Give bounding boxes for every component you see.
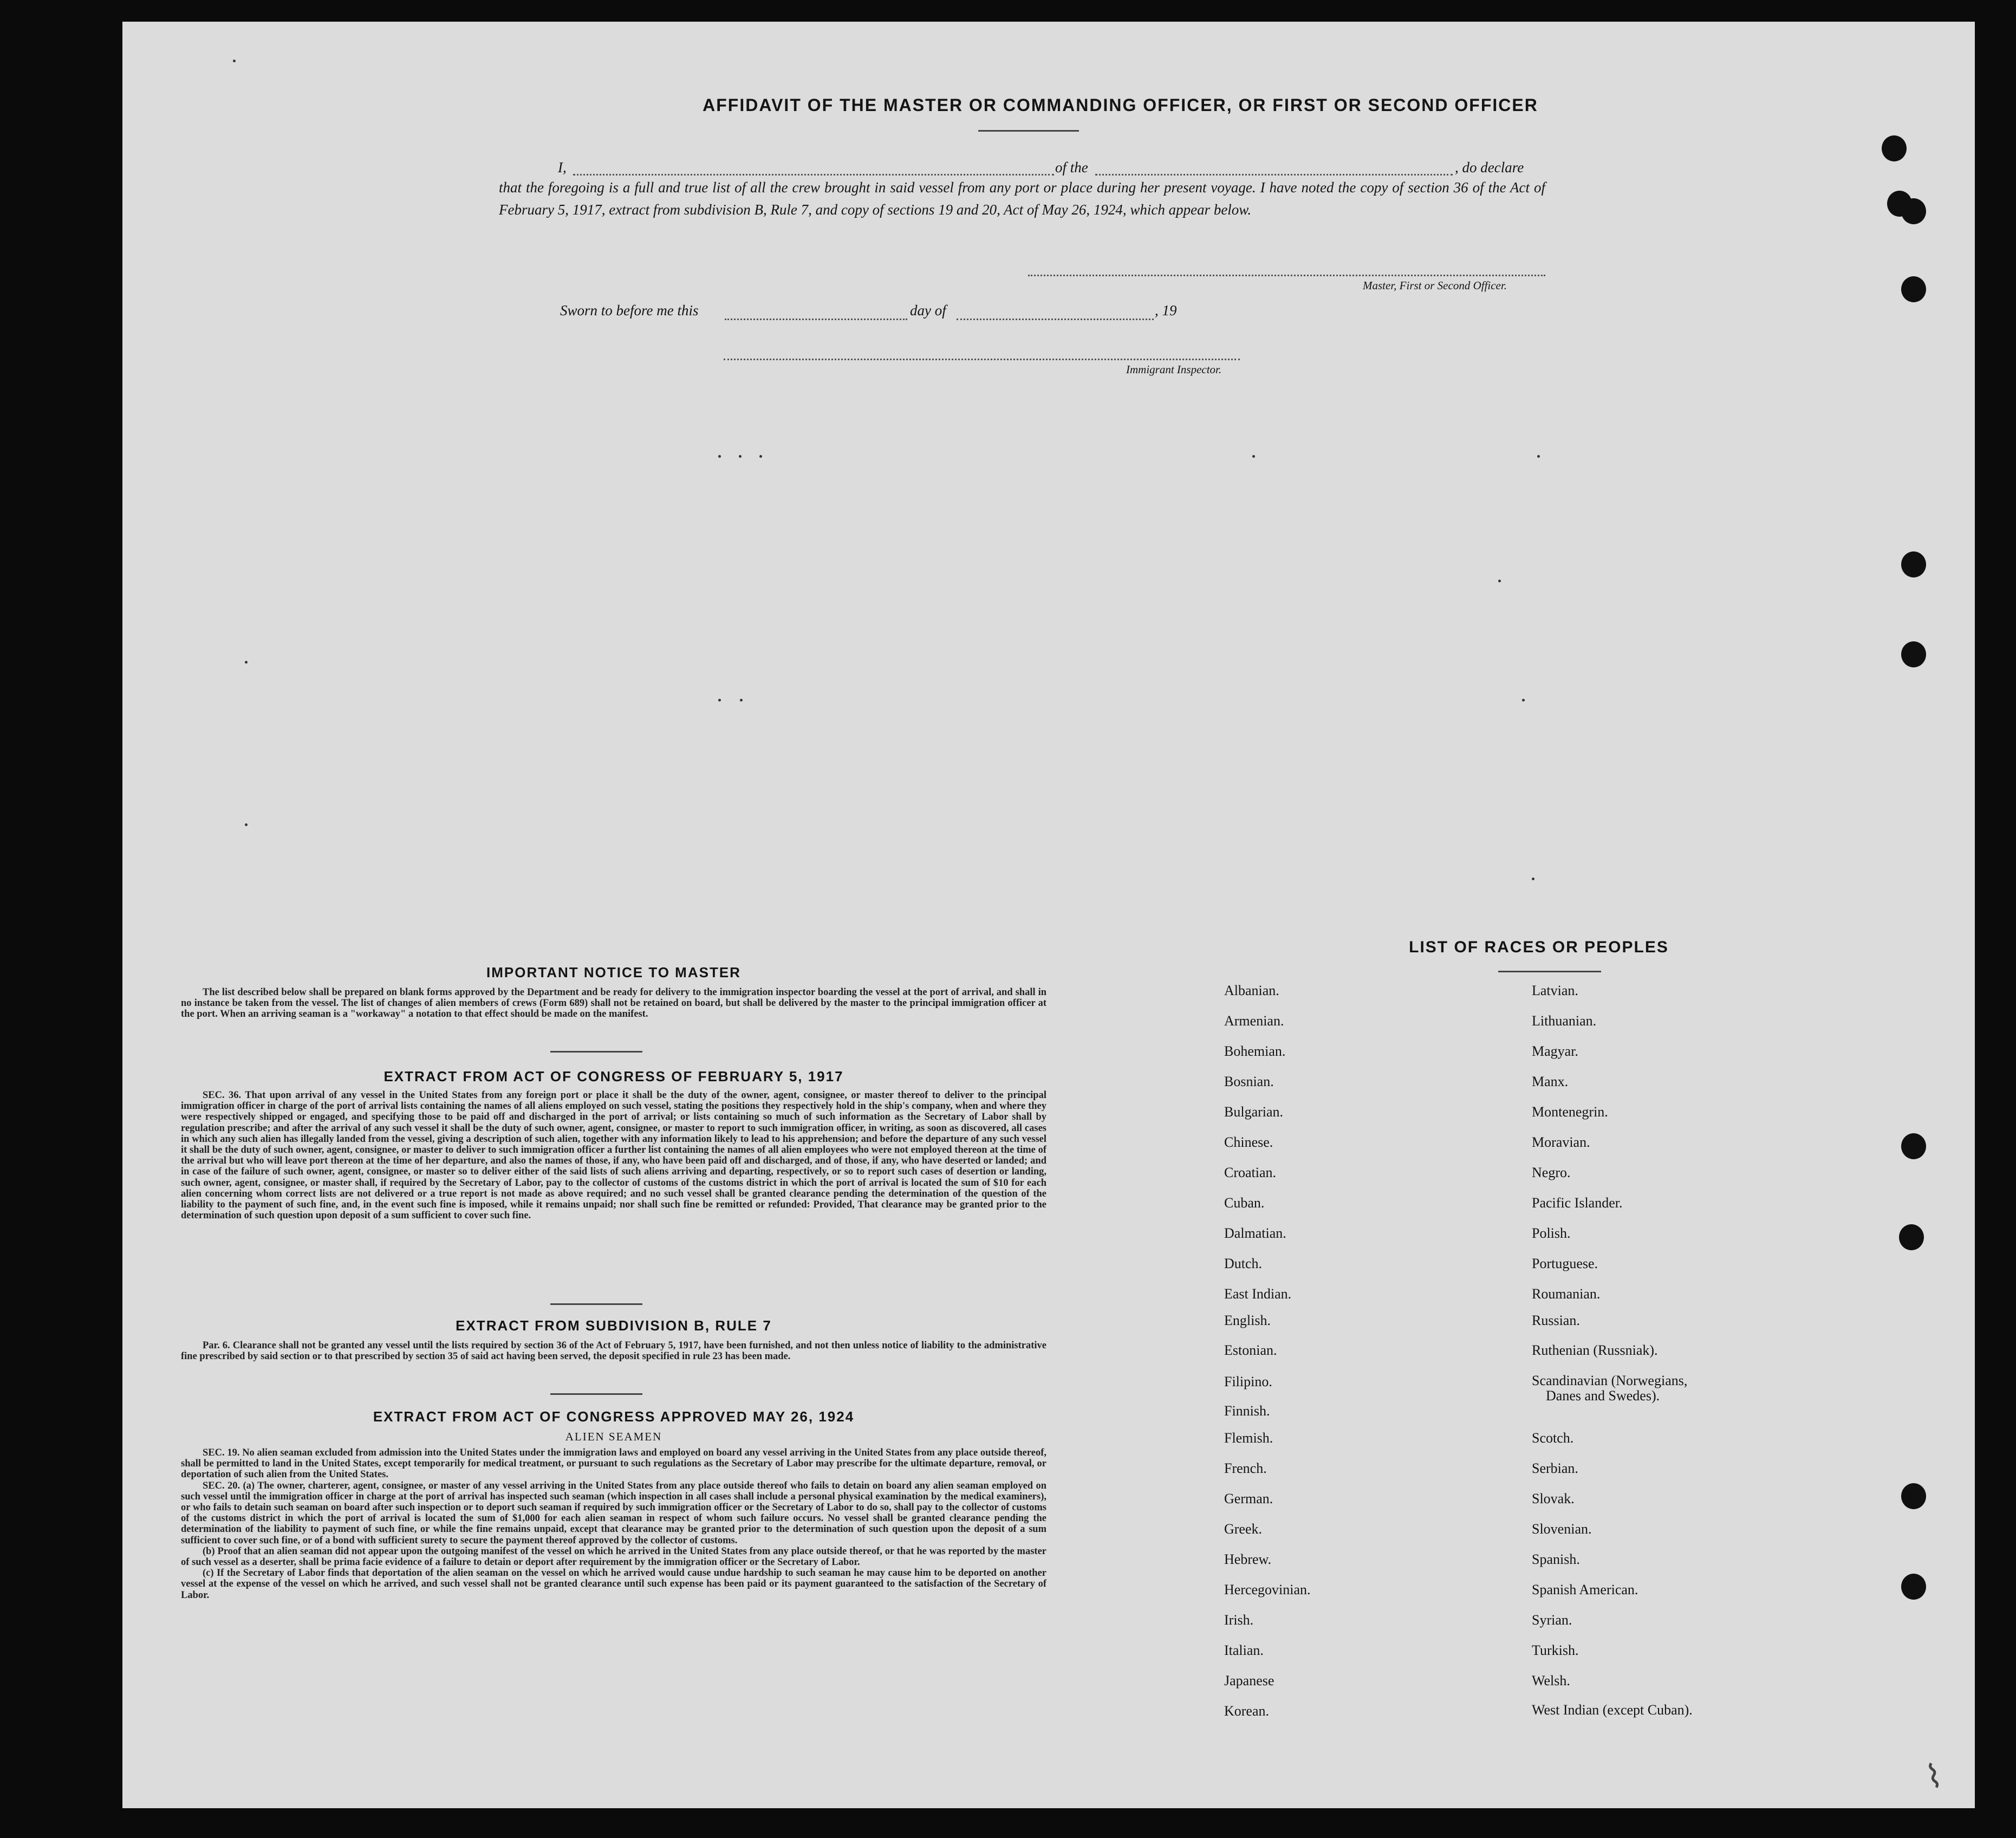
race-item: Hebrew. [1224, 1551, 1272, 1567]
race-item: Japanese [1224, 1673, 1274, 1688]
race-item: Korean. [1224, 1703, 1270, 1719]
par-6-paragraph: Par. 6. Clearance shall not be granted any vessel until the lists required by section 36 of the Act of February 5, 1917, have been furnished, and not then unless notice of liability to the administrative fine prescribed by said section or to that prescribed by section 35 of said act having been served, the deposit specified in rule 23 has been made. [181, 1340, 1046, 1362]
punch-hole [1901, 551, 1926, 577]
punch-hole [1901, 1574, 1926, 1600]
race-item: Montenegrin. [1532, 1104, 1608, 1120]
race-item: Magyar. [1532, 1043, 1578, 1059]
divider [550, 1051, 642, 1053]
affidavit-title: AFFIDAVIT OF THE MASTER OR COMMANDING OFFICER, OR FIRST OR SECOND OFFICER [703, 95, 1538, 115]
race-item: English. [1224, 1313, 1271, 1328]
speck [245, 661, 248, 664]
race-item: Welsh. [1532, 1673, 1570, 1688]
race-item: Spanish. [1532, 1551, 1580, 1567]
sec-20b-paragraph: (b) Proof that an alien seaman did not appear upon the outgoing manifest of the vessel on which he arrived in the United States from any place outside thereof, or that he was reported by the master of such vessel as a deserter, shall be prima facie evidence of a failure to detain or deport after requirement by the immigration officer or the Secretary of Labor. [181, 1545, 1046, 1568]
extract-1924-text [181, 1447, 1046, 1601]
race-item: Danes and Swedes). [1546, 1388, 1660, 1404]
race-item: Hercegovinian. [1224, 1582, 1311, 1597]
race-item: French. [1224, 1460, 1267, 1476]
race-item: Spanish American. [1532, 1582, 1638, 1597]
day-blank [725, 319, 907, 320]
race-item: Scotch. [1532, 1430, 1574, 1446]
vessel-blank [1095, 174, 1453, 176]
extract-rule7-text [181, 1340, 1046, 1362]
races-title: LIST OF RACES OR PEOPLES [1409, 938, 1669, 956]
race-item: Serbian. [1532, 1460, 1578, 1476]
speck [1537, 455, 1540, 458]
speck [740, 699, 743, 702]
race-item: Turkish. [1532, 1642, 1579, 1658]
punch-hole [1882, 135, 1907, 161]
sec-20c-paragraph: (c) If the Secretary of Labor finds that deportation of the alien seaman on the vessel on which he arrived would cause undue hardship to such seaman he may cause him to be deported on another vessel at the expense of the vessel on which he arrived, and such vessel shall not be granted clearance until such expense has been paid or its payment guaranteed to the satisfaction of the Secretary of Labor. [181, 1568, 1046, 1601]
sec-36-paragraph: SEC. 36. That upon arrival of any vessel in the United States from any foreign port or place it shall be the duty of the owner, agent, consignee, or master thereof to deliver to the principal immigration officer in charge of the port of arrival lists containing the names of all aliens employed on such vessel, stating the positions they respectively hold in the ship's company, when and where they were respectively shipped or engaged, and specifying those to be paid off and discharged in the port of arrival; or lists containing so much of such information as the Secretary of Labor shall by regulation prescribe; and after the arrival of any such vessel it shall be the duty of such owner, agent, consignee, or master to report to such immigration officer, in writing, as soon as discovered, all cases in which any such alien has illegally landed from the vessel, giving a description of such alien, together with any information likely to lead to his apprehension; and before the departure of any such vessel it shall be the duty of such owner, agent, consignee, or master to deliver to such immigration officer a further list containing the names of all alien employees who were not employed thereon at the time of the arrival but who will leave port thereon at the time of her departure, and also the names of those, if any, who have been paid off and discharged, and of those, if any, who have deserted or landed; and in case of the failure of such owner, agent, consignee, or master so to deliver either of the said lists of such aliens arriving and departing, respectively, or so to report such cases of desertion or landing, such owner, agent, consignee, or master shall, if required by the Secretary of Labor, pay to the collector of customs of the customs district in which the port of arrival is located the sum of $10 for each alien concerning whom correct lists are not delivered or a true report is not made as above required; and no such vessel shall be granted clearance pending the determination of the question of the liability to the payment of such fine, and, in the event such fine is imposed, while it remains unpaid; nor shall such fine be remitted or refunded: Provided, That clearance may be granted prior to the determination of such question upon deposit of a sum sufficient to cover such fine. [181, 1090, 1046, 1222]
race-item: German. [1224, 1491, 1273, 1506]
master-signature-line [1028, 275, 1545, 276]
divider [550, 1393, 642, 1395]
month-blank [957, 319, 1154, 320]
race-item: Polish. [1532, 1225, 1571, 1241]
race-item: Latvian. [1532, 983, 1578, 998]
race-item: Croatian. [1224, 1165, 1277, 1180]
notice-title: IMPORTANT NOTICE TO MASTER [486, 964, 741, 980]
speck [718, 455, 721, 458]
speck [1252, 455, 1255, 458]
affidavit-body: that the foregoing is a full and true list of all the crew brought in said vessel from any port or place during her present voyage. I have noted the copy of section 36 of the Act of February 5, 1917, extract from subdivision B, Rule 7, and copy of sections 19 and 20, Act of May 26, 1924, which appear below. [499, 179, 1545, 218]
notice-text [181, 987, 1046, 1020]
speck [1522, 699, 1525, 702]
name-blank [573, 174, 1054, 176]
race-item: Bohemian. [1224, 1043, 1286, 1059]
punch-hole [1901, 198, 1926, 224]
race-item: Dalmatian. [1224, 1225, 1286, 1241]
master-signature-label: Master, First or Second Officer. [1363, 279, 1507, 292]
punch-hole [1901, 1483, 1926, 1509]
alien-seamen-subtitle: ALIEN SEAMEN [565, 1430, 662, 1443]
day-of-text: day of [910, 302, 946, 319]
race-item: Italian. [1224, 1642, 1264, 1658]
race-item: Slovak. [1532, 1491, 1575, 1506]
race-item: Bosnian. [1224, 1074, 1274, 1089]
race-item: West Indian (except Cuban). [1532, 1702, 1693, 1718]
race-item: Flemish. [1224, 1430, 1273, 1446]
race-item: Albanian. [1224, 983, 1279, 998]
extract-1917-text [181, 1090, 1046, 1221]
extract-1917-title: EXTRACT FROM ACT OF CONGRESS OF FEBRUARY 5, 1917 [383, 1068, 844, 1084]
affidavit-do-declare: , do declare [1455, 159, 1524, 176]
race-item: Negro. [1532, 1165, 1571, 1180]
punch-hole [1899, 1224, 1924, 1250]
race-item: Ruthenian (Russniak). [1532, 1342, 1658, 1358]
race-item: Estonian. [1224, 1342, 1277, 1358]
title-underline [978, 130, 1079, 132]
year-text: , 19 [1155, 302, 1177, 319]
race-item: Syrian. [1532, 1612, 1572, 1628]
race-item: Dutch. [1224, 1256, 1263, 1271]
race-item: Armenian. [1224, 1013, 1284, 1029]
race-item: East Indian. [1224, 1286, 1292, 1302]
sworn-text: Sworn to before me this [560, 302, 699, 319]
race-item: Scandinavian (Norwegians, [1532, 1373, 1688, 1388]
speck [233, 60, 236, 62]
inspector-signature-line [724, 359, 1240, 360]
document-page [122, 22, 1975, 1808]
sec-19-paragraph: SEC. 19. No alien seaman excluded from admission into the United States under the immigration laws and employed on board any vessel arriving in the United States from any place outside thereof, shall be permitted to land in the United States, except temporarily for medical treatment, or pursuant to such regulations as the Secretary of Labor may prescribe for the ultimate departure, removal, or deportation of such alien from the United States. [181, 1447, 1046, 1480]
race-item: Cuban. [1224, 1195, 1265, 1211]
race-item: Filipino. [1224, 1374, 1272, 1389]
race-item: Greek. [1224, 1521, 1263, 1537]
extract-rule7-title: EXTRACT FROM SUBDIVISION B, RULE 7 [456, 1317, 772, 1334]
race-item: Irish. [1224, 1612, 1254, 1628]
speck [1532, 878, 1534, 880]
sec-20a-paragraph: SEC. 20. (a) The owner, charterer, agent, consignee, or master of any vessel arriving in the United States from any place outside thereof who fails to detain on board any alien seaman employed on such vessel until the immigration officer in charge at the port of arrival has inspected such seaman (which inspection in all cases shall include a personal physical examination by the medical examiners), or who fails to detain such seaman on board after such inspection or to deport such seaman if required by such immigration officer or the Secretary of Labor to do so, shall pay to the collector of customs of the customs district in which the port of arrival is located the sum of $1,000 for each alien seaman in respect of whom such failure occurs. No vessel shall be granted clearance pending the determination of the liability to payment of such fine, or while the fine remains unpaid, except that clearance may be granted prior to the determination of such question upon the deposit of a sum sufficient to cover such fine, or of a bond with sufficient surety to secure the payment thereof approved by the collector of customs. [181, 1480, 1046, 1546]
race-item: Manx. [1532, 1074, 1569, 1089]
punch-hole [1901, 1133, 1926, 1159]
speck [718, 699, 721, 702]
race-item: Finnish. [1224, 1403, 1270, 1419]
punch-hole [1901, 276, 1926, 302]
speck [739, 455, 742, 458]
races-title-underline [1498, 971, 1601, 972]
race-item: Moravian. [1532, 1134, 1590, 1150]
race-item: Slovenian. [1532, 1521, 1592, 1537]
affidavit-of-the: of the [1055, 159, 1088, 176]
speck [245, 823, 248, 826]
pencil-mark: ⌇ [1922, 1756, 1946, 1797]
extract-1924-title: EXTRACT FROM ACT OF CONGRESS APPROVED MAY 26, 1924 [373, 1408, 855, 1425]
race-item: Chinese. [1224, 1134, 1273, 1150]
speck [759, 455, 762, 458]
speck [1498, 580, 1501, 582]
race-item: Pacific Islander. [1532, 1195, 1623, 1211]
divider [550, 1303, 642, 1305]
affidavit-i: I, [558, 159, 567, 176]
race-item: Bulgarian. [1224, 1104, 1284, 1120]
race-item: Portuguese. [1532, 1256, 1598, 1271]
race-item: Roumanian. [1532, 1286, 1601, 1302]
notice-paragraph: The list described below shall be prepared on blank forms approved by the Department and be ready for delivery to the immigration inspector boarding the vessel at the port of arrival, and shall in no instance be taken from the vessel. The list of changes of alien members of crews (Form 689) shall not be retained on board, but shall be delivered by the master to the principal immigration officer at the port. When an arriving seaman is a "workaway" a notation to that effect should be made on the manifest. [181, 987, 1046, 1020]
inspector-label: Immigrant Inspector. [1126, 363, 1222, 376]
race-item: Lithuanian. [1532, 1013, 1597, 1029]
punch-hole [1901, 641, 1926, 667]
race-item: Russian. [1532, 1313, 1580, 1328]
